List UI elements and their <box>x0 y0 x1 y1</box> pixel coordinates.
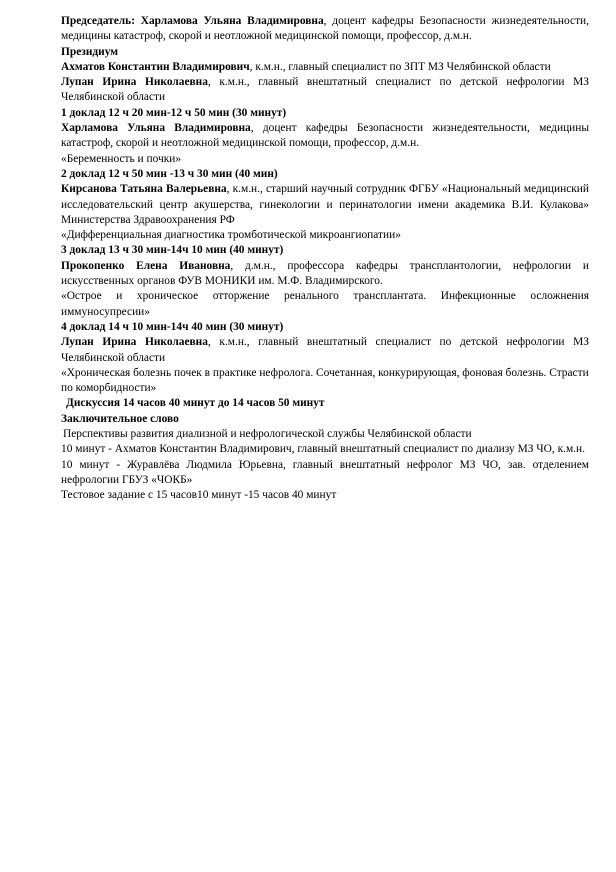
report-speaker-description: , д.м.н., профессора кафедры трансплантологии, нефрологии и искусственных органов ФУВ МОНИКИ им. М.Ф. Владимирского. <box>61 259 589 288</box>
presidium-heading: Президиум <box>61 45 119 58</box>
closing-heading: Заключительное слово <box>61 412 179 425</box>
report-title: «Хроническая болезнь почек в практике нефролога. Сочетанная, конкурирующая, фоновая болезнь. Страсти по коморбидности» <box>61 366 589 395</box>
report-time: 3 доклад 13 ч 30 мин-14ч 10 мин (40 минут) <box>61 244 284 257</box>
report-speaker <box>61 121 589 152</box>
presidium-member-name: Ахматов Константин Владимирович <box>61 60 250 73</box>
closing-topic: Перспективы развития диализной и нефрологической службы Челябинской области <box>63 428 472 441</box>
report-time: 2 доклад 12 ч 50 мин -13 ч 30 мин (40 мин) <box>61 167 278 180</box>
test-assignment: Тестовое задание с 15 часов10 минут -15 часов 40 минут <box>61 489 337 502</box>
report-speaker-name: Лупан Ирина Николаевна <box>61 336 208 349</box>
presidium-member <box>61 75 589 106</box>
report-title: «Беременность и почки» <box>61 152 182 165</box>
chair-description: , доцент кафедры Безопасности жизнедеятельности, медицины катастроф, скорой и неотложной медицинской помощи, профессор, д.м.н. <box>61 15 589 43</box>
closing-item: 10 минут - Журавлёва Людмила Юрьевна, главный внештатный нефролог МЗ ЧО, зав. отделением нефрологии ГБУЗ «ЧОКБ» <box>61 458 589 486</box>
presidium-member <box>61 60 589 75</box>
discussion-line: Дискуссия 14 часов 40 минут до 14 часов 50 минут <box>66 397 325 410</box>
report-title: «Дифференциальная диагностика тромботической микроангиопатии» <box>61 229 401 242</box>
chair-name: Харламова Ульяна Владимировна <box>140 15 324 27</box>
report-speaker-description: , к.м.н., старший научный сотрудник ФГБУ «Национальный медицинский исследовательский центр акушерства, гинекологии и перинатологии имени академика В.И. Кулакова» Министерства Здравоохранения РФ <box>61 183 589 226</box>
presidium-member-description: , к.м.н., главный внештатный специалист по детской нефрологии МЗ Челябинской области <box>61 76 589 104</box>
report-title: «Острое и хроническое отторжение ренального трансплантата. Инфекционные осложнения иммуносупресии» <box>61 290 589 318</box>
report-speaker-name: Прокопенко Елена Ивановна <box>61 259 231 272</box>
report-speaker <box>61 335 589 366</box>
report-time: 1 доклад 12 ч 20 мин-12 ч 50 мин (30 минут) <box>61 106 287 119</box>
report-speaker-name: Кирсанова Татьяна Валерьевна <box>61 183 227 196</box>
report-time: 4 доклад 14 ч 10 мин-14ч 40 мин (30 минут) <box>61 320 284 333</box>
document-page <box>61 14 589 504</box>
report-speaker-name: Харламова Ульяна Владимировна <box>61 122 251 135</box>
presidium-member-description: , к.м.н., главный специалист по ЗПТ МЗ Челябинской области <box>249 60 551 73</box>
closing-item: 10 минут - Ахматов Константин Владимирович, главный внештатный специалист по диализу МЗ ЧО, к.м.н. <box>61 443 585 456</box>
presidium-member-name: Лупан Ирина Николаевна <box>61 76 208 89</box>
report-speaker <box>61 182 589 228</box>
chair-label: Председатель: <box>61 15 135 27</box>
chair-paragraph <box>61 14 589 45</box>
report-speaker-description: , доцент кафедры Безопасности жизнедеятельности, медицины катастроф, скорой и неотложной медицинской помощи, профессор, д.м.н. <box>61 122 590 150</box>
report-speaker-description: , к.м.н., главный внештатный специалист по детской нефрологии МЗ Челябинской области <box>61 336 589 364</box>
report-speaker <box>61 259 589 290</box>
